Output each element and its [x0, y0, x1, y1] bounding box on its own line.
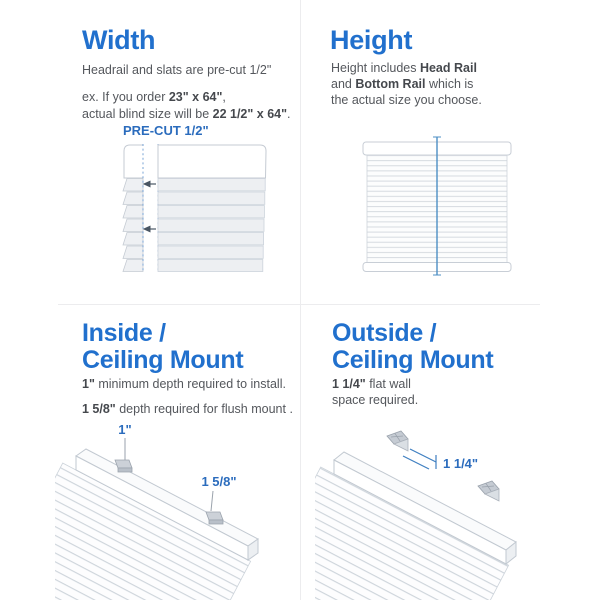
- inside-point-2: [82, 401, 293, 417]
- outside-title: [332, 320, 493, 374]
- inside-title-line2: Ceiling Mount: [82, 346, 244, 374]
- height-desc-prefix: Height includes: [331, 61, 420, 75]
- inside-point2-value: 1 5/8": [82, 402, 116, 416]
- blind-headrail: [158, 145, 266, 178]
- dim-label-1in: 1": [118, 422, 132, 437]
- height-title: Height: [330, 25, 413, 55]
- left-arrow-icon: [144, 181, 156, 186]
- outside-title-line2: Ceiling Mount: [332, 346, 494, 374]
- height-desc-mid: and: [331, 77, 356, 91]
- outside-mount-diagram: [315, 420, 580, 600]
- width-subtitle: Headrail and slats are pre-cut 1/2": [82, 63, 272, 77]
- precut-label: PRE-CUT 1/2": [123, 123, 209, 138]
- wall-bracket-icon: [387, 431, 408, 451]
- dim-label-1-1-4in: 1 1/4": [443, 456, 479, 471]
- head-rail-term: Head Rail: [419, 61, 477, 75]
- inside-title-line1: Inside /: [82, 319, 166, 347]
- inside-point1-value: 1": [82, 377, 95, 391]
- example-line2-suffix: .: [287, 107, 291, 121]
- vertical-divider: [300, 0, 301, 600]
- width-example: [82, 89, 291, 123]
- outside-point: [332, 376, 440, 408]
- dimension-lines: [403, 449, 436, 469]
- example-line1-size: 23" x 64": [168, 90, 223, 104]
- inside-point1-text: minimum depth required to install.: [94, 377, 286, 391]
- width-diagram: [100, 140, 270, 275]
- bottom-rail-term: Bottom Rail: [355, 77, 426, 91]
- inside-mount-diagram: [55, 420, 270, 600]
- precut-slats: [123, 179, 143, 272]
- example-line1-prefix: ex. If you order: [82, 90, 169, 104]
- outside-title-line1: Outside /: [332, 319, 437, 347]
- inside-point2-text: depth required for flush mount .: [115, 402, 293, 416]
- height-description: [331, 60, 491, 108]
- height-diagram: [350, 132, 530, 282]
- precut-headrail-piece: [124, 145, 143, 178]
- outside-point-value: 1 1/4": [332, 377, 366, 391]
- wall-bracket-icon: [478, 481, 499, 501]
- leader-line-1-5-8in: [211, 491, 213, 511]
- outside-point-text: flat wall space required.: [332, 377, 419, 407]
- left-arrow-icon: [144, 226, 156, 231]
- dim-label-1-5-8in: 1 5/8": [201, 474, 237, 489]
- horizontal-divider: [58, 304, 540, 305]
- inside-title: [82, 320, 243, 374]
- example-line1-suffix: ,: [222, 90, 226, 104]
- blind-slats: [158, 179, 265, 272]
- inside-point-1: [82, 376, 286, 392]
- width-title: Width: [82, 25, 156, 55]
- height-desc-suffix: which is the actual size you choose.: [331, 77, 482, 107]
- example-line2-size: 22 1/2" x 64": [212, 107, 288, 121]
- example-line2-prefix: actual blind size will be: [82, 107, 213, 121]
